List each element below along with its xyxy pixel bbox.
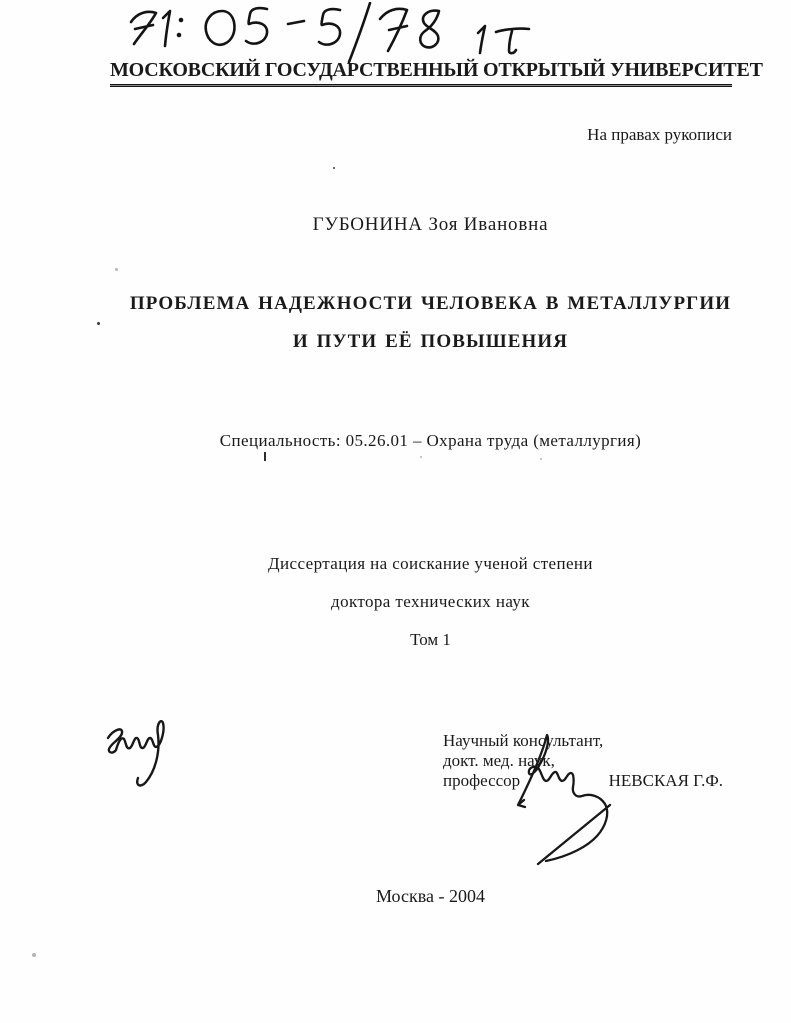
manuscript-rights-note: На правах рукописи <box>587 125 732 144</box>
city-year-line: Москва - 2004 <box>376 886 485 906</box>
university-name: МОСКОВСКИЙ ГОСУДАРСТВЕННЫЙ ОТКРЫТЫЙ УНИВЕРСИТЕТ <box>110 59 763 81</box>
consultant-handwritten-signature <box>498 730 623 870</box>
header-rule <box>110 84 732 87</box>
consultant-line2: докт. мед. наук, <box>443 751 555 770</box>
consultant-line3: профессор <box>443 771 521 790</box>
scan-tick-mark <box>264 452 266 461</box>
volume-label: Том 1 <box>410 630 451 649</box>
scan-speck <box>420 456 422 458</box>
dissertation-title-line1: ПРОБЛЕМА НАДЕЖНОСТИ ЧЕЛОВЕКА В МЕТАЛЛУРГИИ <box>129 293 732 314</box>
dissertation-title-line2: И ПУТИ ЕЁ ПОВЫШЕНИЯ <box>292 331 569 352</box>
thesis-statement-line2: доктора технических наук <box>331 592 530 611</box>
scan-speck <box>115 268 118 271</box>
thesis-statement-line1: Диссертация на соискание ученой степени <box>268 554 593 573</box>
scan-speck <box>540 458 542 460</box>
scan-speck <box>333 167 335 169</box>
left-handwritten-signature <box>90 708 195 798</box>
specialty-line: Специальность: 05.26.01 – Охрана труда (металлургия) <box>219 431 642 450</box>
author-name: ГУБОНИНА Зоя Ивановна <box>312 214 549 235</box>
consultant-line1: Научный консультант, <box>443 731 604 750</box>
scan-speck <box>32 953 36 957</box>
handwritten-catalog-number <box>123 2 543 66</box>
consultant-name: НЕВСКАЯ Г.Ф. <box>608 771 723 790</box>
scan-speck <box>97 322 100 325</box>
